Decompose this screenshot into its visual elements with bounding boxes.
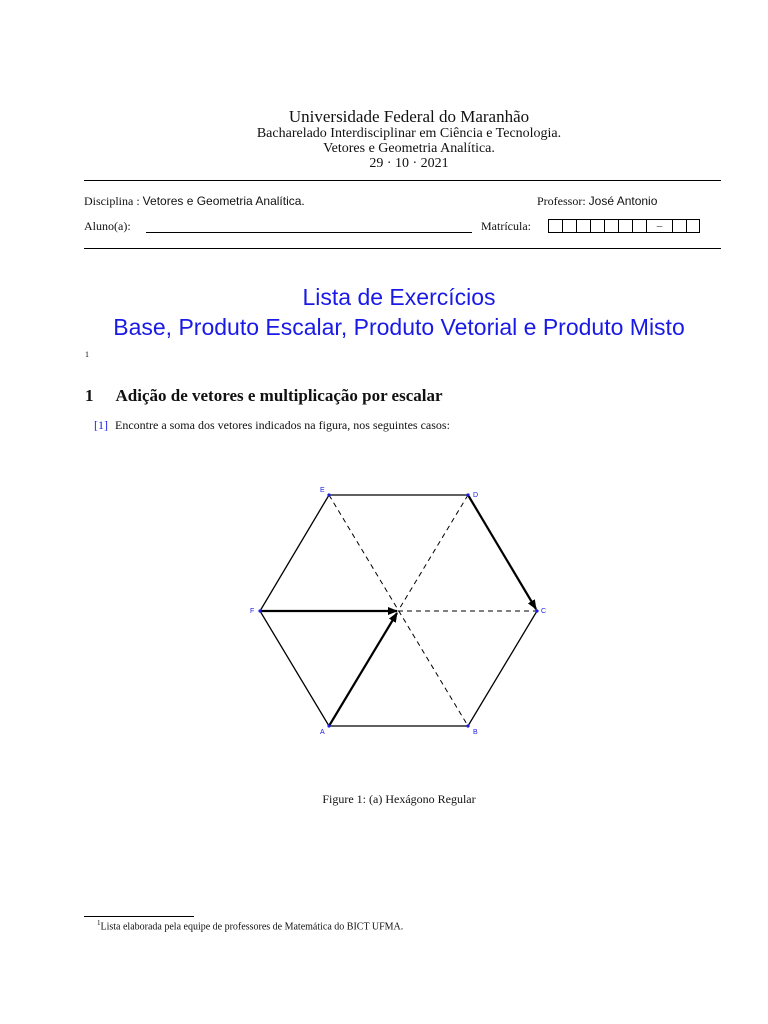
student-name-field[interactable] — [146, 218, 472, 233]
vertex-f — [258, 609, 261, 612]
section-heading — [85, 386, 443, 406]
exercise-1 — [94, 418, 450, 433]
vector-d-c — [468, 495, 536, 609]
registration-box[interactable] — [618, 219, 632, 233]
vertex-c — [535, 609, 538, 612]
vertex-a — [327, 724, 330, 727]
label-e: E — [320, 487, 325, 494]
exercise-text: Encontre a soma dos vetores indicados na figura, nos seguintes casos: — [115, 418, 450, 432]
label-a: A — [320, 729, 325, 736]
vector-a-center — [329, 613, 397, 726]
registration-label: Matrícula: — [481, 219, 531, 233]
vertex-b — [466, 724, 469, 727]
discipline-value: Vetores e Geometria Analítica. — [142, 194, 305, 208]
footnote — [97, 919, 403, 932]
professor-label: Professor: José Antonio — [537, 194, 658, 208]
header-rule-top — [84, 180, 721, 181]
discipline-label: Disciplina : Vetores e Geometria Analítica. — [84, 194, 305, 208]
course-name: Vetores e Geometria Analítica. — [323, 141, 495, 156]
vertex-e — [327, 493, 330, 496]
footnote-rule — [84, 916, 194, 917]
section-title: Adição de vetores e multiplicação por escalar — [115, 386, 443, 405]
footnote-marker: 1 — [97, 919, 101, 927]
registration-box[interactable] — [562, 219, 576, 233]
exercise-ref[interactable]: [1] — [94, 418, 108, 432]
registration-box[interactable] — [604, 219, 618, 233]
registration-box[interactable] — [632, 219, 646, 233]
hexagon-figure — [240, 478, 560, 740]
label-d: D — [473, 492, 479, 499]
registration-box[interactable] — [686, 219, 700, 233]
program-name: Bacharelado Interdisciplinar em Ciência e Tecnologia. — [256, 126, 562, 141]
student-label: Aluno(a): — [84, 219, 131, 233]
dashed-diagonal-d-center — [398, 495, 468, 611]
registration-box[interactable] — [548, 219, 562, 233]
figure-caption: Figure 1: (a) Hexágono Regular — [322, 792, 476, 806]
label-c: C — [541, 608, 547, 615]
document-date: 29 · 10 · 2021 — [369, 156, 449, 171]
section-number: 1 — [85, 386, 94, 405]
document-header — [0, 107, 768, 171]
label-f: F — [250, 608, 255, 615]
registration-box[interactable] — [576, 219, 590, 233]
page-title: Lista de Exercícios — [302, 284, 496, 310]
registration-box[interactable] — [590, 219, 604, 233]
registration-separator: – — [646, 219, 672, 233]
professor-value: José Antonio — [588, 194, 658, 208]
vertex-d — [466, 493, 469, 496]
registration-box[interactable] — [672, 219, 686, 233]
label-b: B — [473, 729, 478, 736]
registration-boxes[interactable] — [548, 219, 700, 233]
footnote-text: Lista elaborada pela equipe de professores de Matemática do BICT UFMA. — [100, 921, 404, 933]
page-subtitle: Base, Produto Escalar, Produto Vetorial e Produto Misto — [113, 314, 685, 340]
university-name: Universidade Federal do Maranhão — [288, 107, 530, 126]
header-rule-bottom — [84, 248, 721, 249]
title-footnote-marker: 1 — [85, 350, 89, 359]
